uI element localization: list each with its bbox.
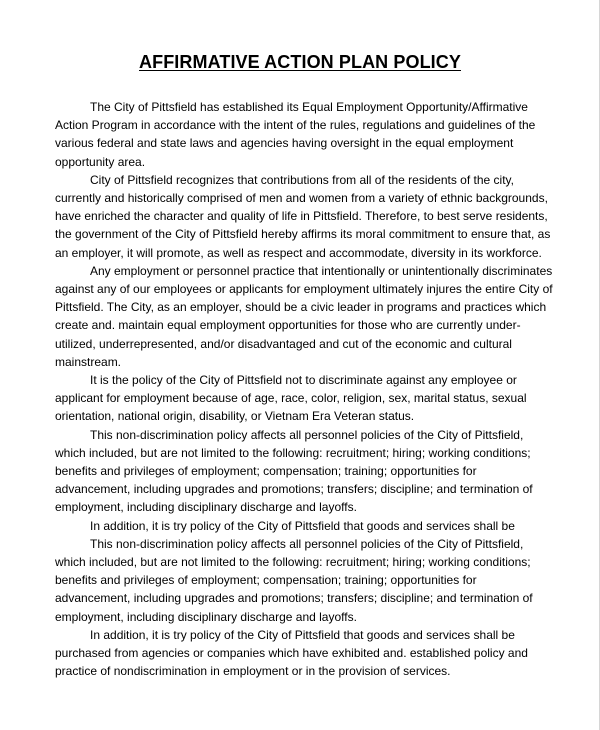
paragraph-goods-services-fragment: In addition, it is try policy of the City of Pittsfield that goods and services shall be (90, 518, 515, 533)
document-title: AFFIRMATIVE ACTION PLAN POLICY (139, 52, 461, 72)
paragraph-goods-services: In addition, it is try policy of the City of Pittsfield that goods and services shall be purchased from agencies or companies which have exhibited and. established policy and practice of nondiscrimination in employment or in the provision of services. (55, 627, 528, 679)
document-body (55, 98, 553, 681)
paragraph-discrimination-injury: Any employment or personnel practice that intentionally or unintentionally discriminates against any of our employees or applicants for employment ultimately injures the entire City of Pittsfield. The City, as an employer, should be a civic leader in programs and practices which create and. maintain equal employment opportunities for those who are currently under-utilized, underrepresented, and/or disadvantaged and cut of the economic and cultural mainstream. (55, 263, 553, 369)
paragraph-eeo-program: The City of Pittsfield has established its Equal Employment Opportunity/Affirmative Action Program in accordance with the intent of the rules, regulations and guidelines of the various federal and state laws and agencies having oversight in the equal employment opportunity area. (55, 100, 536, 169)
paragraph-personnel-policies: This non-discrimination policy affects all personnel policies of the City of Pittsfield, which included, but are not limited to the following: recruitment; hiring; working conditions; benefits and privileges of employment; compensation; training; opportunities for advancement, including upgrades and promotions; transfers; discipline; and termination of employment, including disciplinary discharge and layoffs. (55, 427, 533, 515)
paragraph-personnel-policies-repeat: This non-discrimination policy affects all personnel policies of the City of Pittsfield, which included, but are not limited to the following: recruitment; hiring; working conditions; benefits and privileges of employment; compensation; training; opportunities for advancement, including upgrades and promotions; transfers; discipline; and termination of employment, including disciplinary discharge and layoffs. (55, 536, 533, 624)
paragraph-nondiscrimination-policy: It is the policy of the City of Pittsfield not to discriminate against any employee or applicant for employment because of age, race, color, religion, sex, marital status, sexual orientation, national origin, disability, or Vietnam Era Veteran status. (55, 373, 527, 424)
paragraph-diversity-commitment: City of Pittsfield recognizes that contributions from all of the residents of the city, currently and historically comprised of men and women from a variety of ethnic backgrounds, have enriched the character and quality of life in Pittsfield. Therefore, to best serve residents, the government of the City of Pittsfield hereby affirms its moral commitment to ensure that, as an employer, it will promote, as well as respect and accommodate, diversity in its workforce. (55, 172, 551, 260)
